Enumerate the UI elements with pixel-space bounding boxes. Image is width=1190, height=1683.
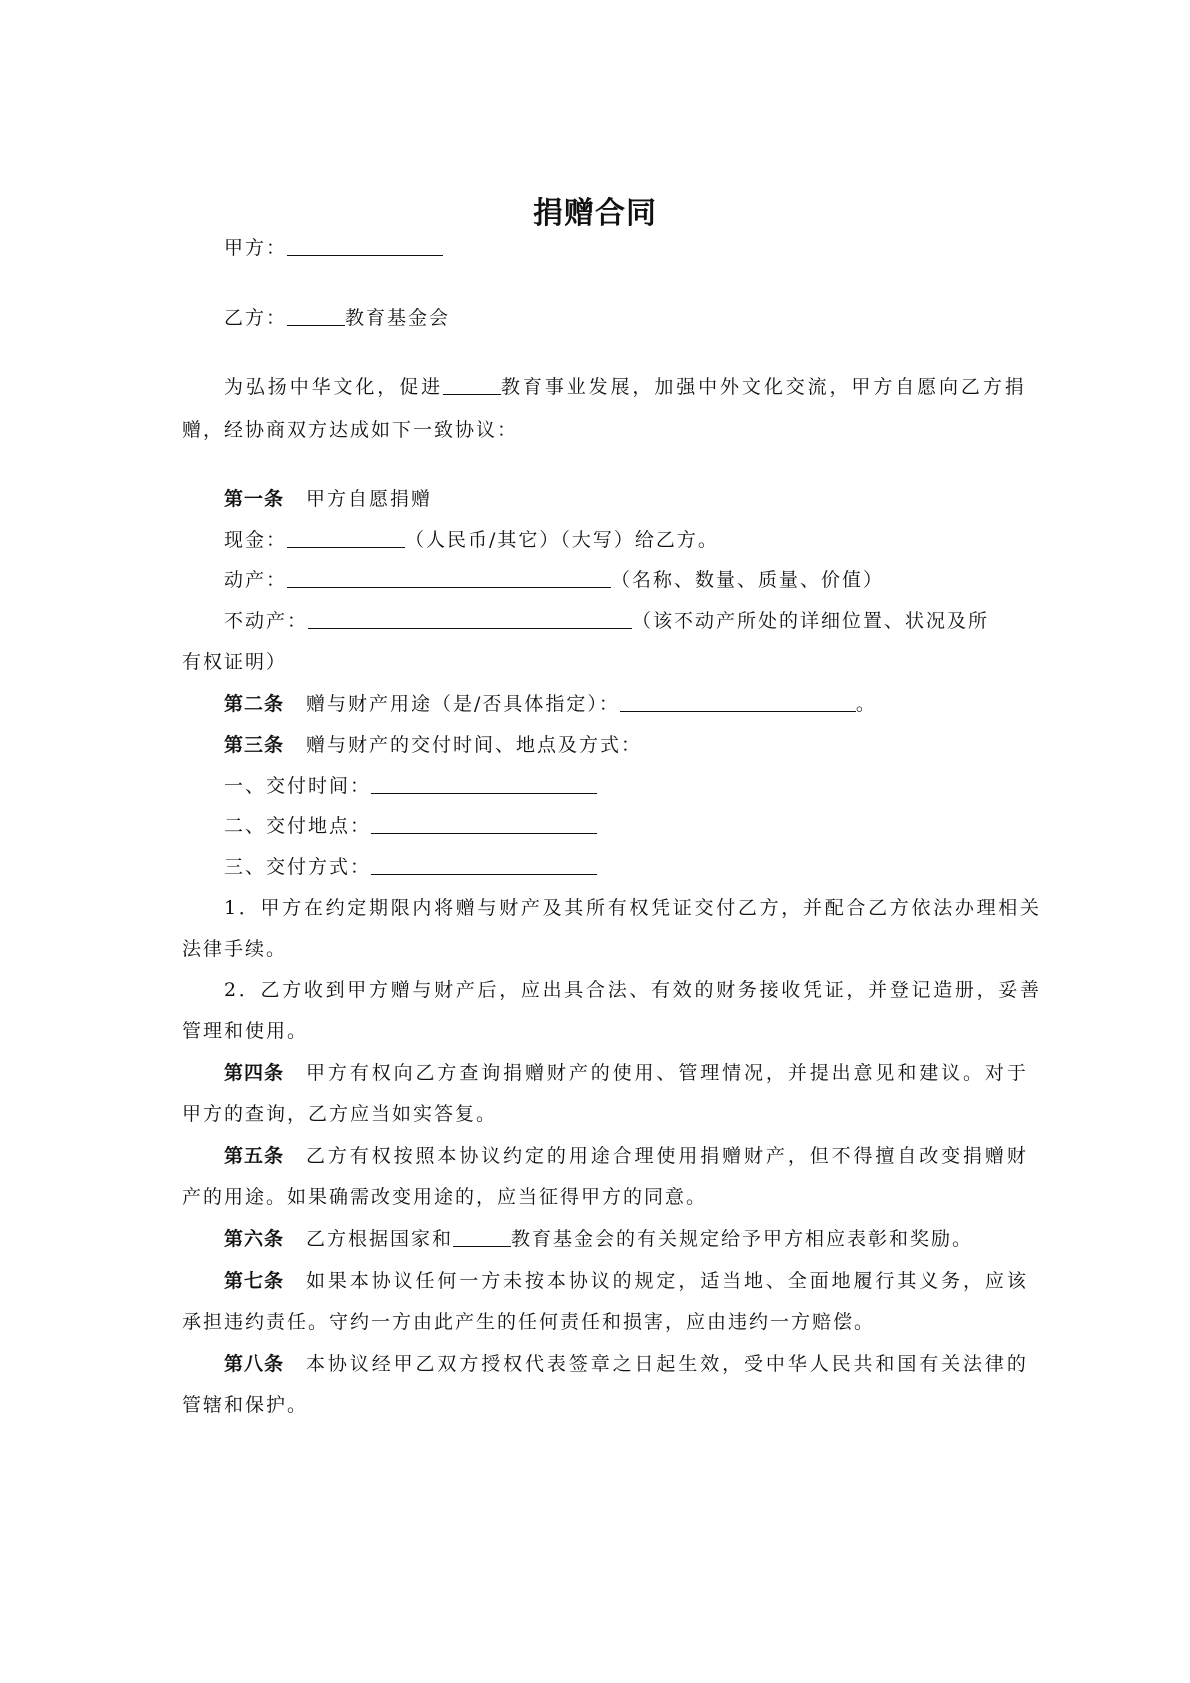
article-3 bbox=[224, 731, 642, 759]
clause-1-line-1: 1．甲方在约定期限内将赠与财产及其所有权凭证交付乙方，并配合乙方依法办理相关 bbox=[224, 897, 1042, 919]
delivery-place-line bbox=[224, 812, 597, 840]
immovable-suffix: （该不动产所处的详细位置、状况及所 bbox=[632, 610, 990, 632]
article-6-blank[interactable] bbox=[453, 1226, 511, 1247]
party-b-blank[interactable] bbox=[287, 305, 345, 326]
immovable-label: 不动产： bbox=[224, 610, 309, 632]
article-6-text: 乙方根据国家和 bbox=[306, 1228, 454, 1250]
party-a-line bbox=[224, 234, 443, 262]
intro-blank[interactable] bbox=[443, 374, 501, 395]
clause-2-line-1: 2．乙方收到甲方赠与财产后，应出具合法、有效的财务接收凭证，并登记造册，妥善 bbox=[224, 979, 1042, 1001]
delivery-time-blank[interactable] bbox=[371, 773, 597, 794]
clause-1-line-2: 法律手续。 bbox=[182, 938, 288, 960]
article-1-text: 甲方自愿捐赠 bbox=[306, 488, 433, 510]
party-b-line bbox=[224, 304, 450, 332]
intro-line-2: 赠，经协商双方达成如下一致协议： bbox=[182, 419, 519, 441]
article-7-line-2: 承担违约责任。守约一方由此产生的任何责任和损害，应由违约一方赔偿。 bbox=[182, 1311, 876, 1333]
article-7-label: 第七条 bbox=[224, 1270, 285, 1292]
movable-blank[interactable] bbox=[287, 567, 611, 588]
delivery-place-blank[interactable] bbox=[371, 813, 597, 834]
cash-blank[interactable] bbox=[287, 527, 405, 548]
article-7-line-1 bbox=[224, 1267, 1029, 1295]
article-8-text: 本协议经甲乙双方授权代表签章之日起生效，受中华人民共和国有关法律的 bbox=[306, 1353, 1029, 1375]
article-5-text: 乙方有权按照本协议约定的用途合理使用捐赠财产，但不得擅自改变捐赠财 bbox=[306, 1145, 1029, 1167]
article-1 bbox=[224, 485, 432, 513]
article-3-label: 第三条 bbox=[224, 734, 285, 756]
article-2-end: 。 bbox=[855, 693, 877, 715]
article-8-line-2: 管辖和保护。 bbox=[182, 1394, 309, 1416]
delivery-method-line bbox=[224, 853, 597, 881]
cash-suffix: （人民币/其它）（大写）给乙方。 bbox=[405, 529, 719, 551]
article-4-text: 甲方有权向乙方查询捐赠财产的使用、管理情况，并提出意见和建议。对于 bbox=[306, 1062, 1029, 1084]
document-title: 捐赠合同 bbox=[533, 196, 657, 231]
delivery-time-label: 一、交付时间： bbox=[224, 775, 372, 797]
article-5-line-2: 产的用途。如果确需改变用途的，应当征得甲方的同意。 bbox=[182, 1186, 708, 1208]
article-6-text-cont: 教育基金会的有关规定给予甲方相应表彰和奖励。 bbox=[511, 1228, 974, 1250]
party-a-label: 甲方： bbox=[224, 237, 288, 259]
intro-text: 为弘扬中华文化，促进 bbox=[224, 376, 444, 398]
party-b-label: 乙方： bbox=[224, 307, 288, 329]
immovable-cont: 有权证明） bbox=[182, 651, 288, 673]
delivery-place-label: 二、交付地点： bbox=[224, 815, 372, 837]
article-2-blank[interactable] bbox=[620, 691, 856, 712]
clause-2-line-2: 管理和使用。 bbox=[182, 1020, 309, 1042]
delivery-time-line bbox=[224, 772, 597, 800]
delivery-method-blank[interactable] bbox=[371, 854, 597, 875]
article-5-label: 第五条 bbox=[224, 1145, 285, 1167]
article-2-label: 第二条 bbox=[224, 693, 285, 715]
article-6 bbox=[224, 1225, 973, 1253]
intro-line-1 bbox=[224, 373, 1027, 401]
immovable-line bbox=[224, 607, 989, 635]
movable-suffix: （名称、数量、质量、价值） bbox=[611, 569, 885, 591]
article-2 bbox=[224, 690, 877, 718]
article-8-line-1 bbox=[224, 1350, 1029, 1378]
cash-label: 现金： bbox=[224, 529, 288, 551]
article-5-line-1 bbox=[224, 1142, 1029, 1170]
movable-line bbox=[224, 566, 884, 594]
delivery-method-label: 三、交付方式： bbox=[224, 856, 372, 878]
intro-text-cont: 教育事业发展，加强中外文化交流，甲方自愿向乙方捐 bbox=[501, 376, 1027, 398]
cash-line bbox=[224, 526, 719, 554]
article-8-label: 第八条 bbox=[224, 1353, 285, 1375]
movable-label: 动产： bbox=[224, 569, 288, 591]
immovable-blank[interactable] bbox=[308, 608, 632, 629]
article-2-text: 赠与财产用途（是/否具体指定）： bbox=[306, 693, 620, 715]
article-4-line-2: 甲方的查询，乙方应当如实答复。 bbox=[182, 1103, 498, 1125]
article-7-text: 如果本协议任何一方未按本协议的规定，适当地、全面地履行其义务，应该 bbox=[306, 1270, 1029, 1292]
article-4-label: 第四条 bbox=[224, 1062, 285, 1084]
party-a-blank[interactable] bbox=[287, 235, 443, 256]
article-6-label: 第六条 bbox=[224, 1228, 285, 1250]
article-1-label: 第一条 bbox=[224, 488, 285, 510]
article-3-text: 赠与财产的交付时间、地点及方式： bbox=[306, 734, 643, 756]
article-4-line-1 bbox=[224, 1059, 1029, 1087]
party-b-suffix: 教育基金会 bbox=[345, 307, 451, 329]
